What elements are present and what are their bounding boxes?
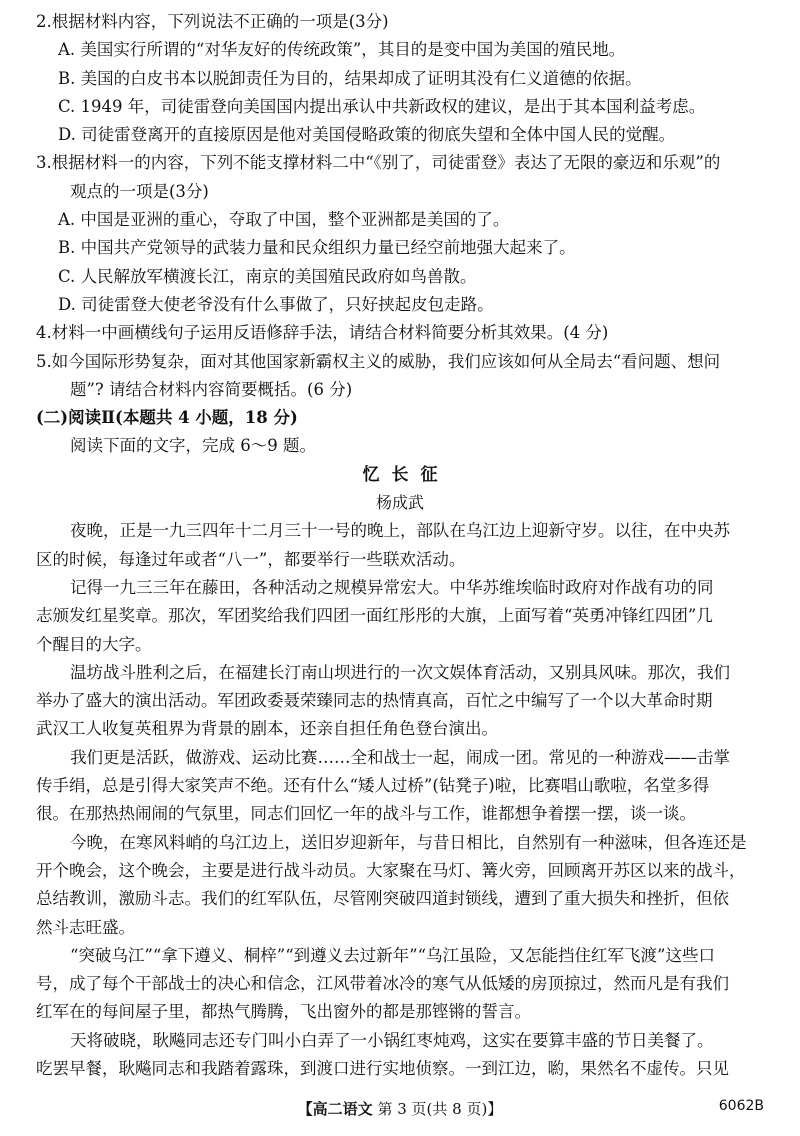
article-line: “突破乌江”“拿下遵义、桐梓”“到遵义去过新年”“乌江虽险，又怎能挡住红军飞渡”这些口 bbox=[70, 945, 715, 965]
footer-subject: 【高二语文 bbox=[297, 1100, 373, 1118]
article-line: 记得一九三三年在藤田，各种活动之规模异常宏大。中华苏维埃临时政府对作战有功的同 bbox=[70, 577, 714, 597]
article-line: 武汉工人收复英租界为背景的剧本，还亲自担任角色登台演出。 bbox=[36, 719, 498, 739]
section-heading: (二)阅读Ⅱ(本题共 4 小题，18 分) bbox=[36, 408, 298, 428]
article-line: 开个晚会，这个晚会，主要是进行战斗动员。大家聚在马灯、篝火旁，回顾离开苏区以来的战斗， bbox=[36, 860, 746, 880]
question-3-stem-cont: 观点的一项是(3分) bbox=[70, 181, 209, 201]
article-line: 温坊战斗胜利之后，在福建长汀南山坝进行的一次文娱体育活动，又别具风味。那次，我们 bbox=[70, 662, 730, 682]
footer-page-number: 第 3 页(共 8 页)】 bbox=[377, 1100, 503, 1118]
article-line: 然斗志旺盛。 bbox=[36, 917, 135, 937]
question-5-cont: 题”? 请结合材料内容简要概括。(6 分) bbox=[70, 379, 353, 399]
article-line: 吃罢早餐，耿飚同志和我踏着露珠，到渡口进行实地侦察。一到江边，喲，果然名不虚传。只见 bbox=[36, 1058, 729, 1078]
question-2-option-b: B. 美国的白皮书本以脱卸责任为目的，结果却成了证明其没有仁义道德的依据。 bbox=[58, 68, 642, 88]
question-2-stem: 2.根据材料内容，下列说法不正确的一项是(3分) bbox=[36, 12, 389, 31]
question-2-option-c: C. 1949 年，司徒雷登向美国国内提出承认中共新政权的建议，是出于其本国利益考虑。 bbox=[58, 96, 706, 116]
question-3-option-c: C. 人民解放军横渡长江，南京的美国殖民政府如鸟兽散。 bbox=[58, 266, 477, 286]
article-line: 夜晚，正是一九三四年十二月三十一号的晚上，部队在乌江边上迎新守岁。以往，在中央苏 bbox=[70, 521, 730, 541]
article-line: 很。在那热热闹闹的气氛里，同志们回忆一年的战斗与工作，谁都想争着摆一摆，谈一谈。 bbox=[36, 804, 696, 824]
article-body bbox=[0, 517, 800, 1083]
article-line: 区的时候，每逢过年或者“八一”，都要举行一些联欢活动。 bbox=[36, 549, 466, 569]
question-3-option-b: B. 中国共产党领导的武装力量和民众组织力量已经空前地强大起来了。 bbox=[58, 238, 576, 258]
question-3-option-a: A. 中国是亚洲的重心，夺取了中国，整个亚洲都是美国的了。 bbox=[58, 210, 510, 230]
article-line: 志颁发红星奖章。那次，军团奖给我们四团一面红彤彤的大旗，上面写着“英勇冲锋红四团”几 bbox=[36, 606, 713, 626]
question-2-option-a: A. 美国实行所谓的“对华友好的传统政策”，其目的是变中国为美国的殖民地。 bbox=[58, 40, 626, 60]
reading-instruction: 阅读下面的文字，完成 6～9 题。 bbox=[70, 436, 316, 456]
question-3-option-d: D. 司徒雷登大使老爷没有什么事做了，只好挟起皮包走路。 bbox=[58, 294, 494, 314]
article-line: 我们更是活跃，做游戏、运动比赛……全和战士一起，闹成一团。常见的一种游戏——击掌 bbox=[70, 747, 730, 767]
article-line: 天将破晓，耿飚同志还专门叫小白弄了一小锅红枣炖鸡，这实在要算丰盛的节日美餐了。 bbox=[70, 1030, 714, 1050]
question-5: 5.如今国际形势复杂，面对其他国家新霸权主义的威胁，我们应该如何从全局去“看问题、想问 bbox=[36, 351, 721, 371]
page-footer bbox=[0, 1098, 800, 1124]
article-line: 个醒目的大字。 bbox=[36, 634, 152, 654]
article-author: 杨成武 bbox=[375, 493, 424, 513]
article-line: 号，成了每个干部战士的决心和信念，江风带着冰冷的寒气从低矮的房顶掠过，然而凡是有我们 bbox=[36, 974, 729, 994]
footer-paper-code: 6062B bbox=[718, 1098, 764, 1114]
article-line: 传手绢，总是引得大家笑声不绝。还有什么“矮人过桥”(钻凳子)啦，比赛唱山歌啦，名堂多得 bbox=[36, 776, 710, 796]
article-line: 今晚，在寒风料峭的乌江边上，送旧岁迎新年，与昔日相比，自然别有一种滋味，但各连还是 bbox=[70, 832, 747, 852]
article-line: 举办了盛大的演出活动。军团政委聂荣臻同志的热情真高，百忙之中编写了一个以大革命时期 bbox=[36, 691, 713, 711]
article-line: 总结教训，激励斗志。我们的红军队伍，尽管刚突破四道封锁线，遭到了重大损失和挫折，但依 bbox=[36, 889, 729, 909]
question-3-stem: 3.根据材料一的内容，下列不能支撑材料二中“《别了，司徒雷登》表达了无限的豪迈和乐观”的 bbox=[36, 153, 721, 173]
article-title: 忆长征 bbox=[362, 464, 450, 485]
question-2-option-d: D. 司徒雷登离开的直接原因是他对美国侵略政策的彻底失望和全体中国人民的觉醒。 bbox=[58, 125, 676, 145]
footer-page-info bbox=[0, 1098, 800, 1119]
question-4: 4.材料一中画横线句子运用反语修辞手法，请结合材料简要分析其效果。(4 分) bbox=[36, 323, 609, 343]
article-line: 红军在的每间屋子里，都热气腾腾，飞出窗外的都是那铿锵的誓言。 bbox=[36, 1002, 531, 1022]
